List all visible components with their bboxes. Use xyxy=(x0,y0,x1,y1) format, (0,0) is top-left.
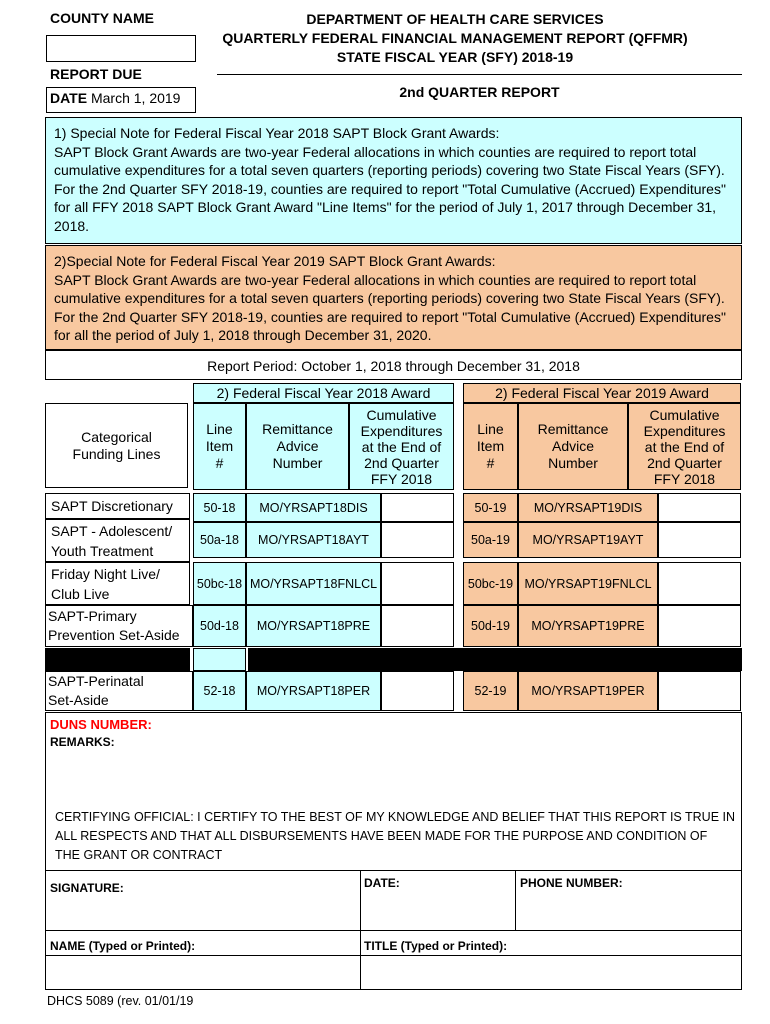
remittance-50a-18: MO/YRSAPT18AYT xyxy=(246,522,381,558)
duns-label: DUNS NUMBER: xyxy=(50,717,152,732)
amount-input-50bc-18[interactable] xyxy=(381,562,454,605)
remittance-50bc-18: MO/YRSAPT18FNLCL xyxy=(246,562,381,605)
line-item-50bc-18: 50bc-18 xyxy=(193,562,246,605)
line-item-50a-19: 50a-19 xyxy=(463,522,518,558)
amount-input-50bc-19[interactable] xyxy=(658,562,741,605)
row-label-perinatal: SAPT-Perinatal Set-Aside xyxy=(45,671,193,711)
remittance-50a-19: MO/YRSAPT19AYT xyxy=(518,522,658,558)
amount-input-52-19[interactable] xyxy=(658,671,741,711)
signature-label: SIGNATURE: xyxy=(50,881,124,895)
phone-label: PHONE NUMBER: xyxy=(520,876,623,890)
award-2018-header: 2) Federal Fiscal Year 2018 Award xyxy=(193,383,454,403)
report-period: Report Period: October 1, 2018 through December 31, 2018 xyxy=(45,350,742,380)
award-2019-header: 2) Federal Fiscal Year 2019 Award xyxy=(463,383,741,403)
amount-input-50-19[interactable] xyxy=(658,493,741,522)
row-label-friday-night-live: Friday Night Live/ Club Live xyxy=(45,562,190,605)
amount-input-50a-19[interactable] xyxy=(658,522,741,558)
report-due-label: REPORT DUE xyxy=(50,66,142,82)
county-name-label: COUNTY NAME xyxy=(50,10,154,26)
date-sign-label: DATE: xyxy=(364,876,400,890)
note-ffy2018: 1) Special Note for Federal Fiscal Year 2018 SAPT Block Grant Awards: SAPT Block Grant Awards are two-year Federal allocations in which counties are required to report total cumulative expenditures for a total seven quarters (reporting periods) covering two State Fiscal Years (SFY). For the 2nd Quarter SFY 2018-19, counties are required to report "Total Cumulative (Accrued) Expenditures" for all FFY 2018 SAPT Block Grant Award "Line Items" for the period of July 1, 2017 through December 31, 2018. xyxy=(45,117,742,244)
name-label: NAME (Typed or Printed): xyxy=(50,939,196,953)
quarter-title: 2nd QUARTER REPORT xyxy=(399,84,560,100)
date-label: DATE xyxy=(50,90,88,106)
black-bar xyxy=(45,648,190,671)
certify-statement: CERTIFYING OFFICIAL: I CERTIFY TO THE BEST OF MY KNOWLEDGE AND BELIEF THAT THIS REPORT IS TRUE IN ALL RESPECTS AND THAT ALL DISBURSEMENTS HAVE BEEN MADE FOR THE PURPOSE AND CONDITION OF THE GRANT OR CONTRACT xyxy=(55,810,736,862)
remittance-50bc-19: MO/YRSAPT19FNLCL xyxy=(518,562,658,605)
categorical-header: Categorical Funding Lines xyxy=(45,403,188,488)
black-bar xyxy=(463,648,742,671)
remittance-header-2018: Remittance Advice Number xyxy=(246,403,349,490)
row-label-primary-prevention: SAPT-Primary Prevention Set-Aside xyxy=(45,605,193,647)
remittance-50d-18: MO/YRSAPT18PRE xyxy=(246,605,381,647)
amount-input-50d-18[interactable] xyxy=(381,605,454,647)
line-item-header-2019: Line Item # xyxy=(463,403,518,490)
line-item-50-18: 50-18 xyxy=(193,493,246,522)
form-id: DHCS 5089 (rev. 01/01/19 xyxy=(47,994,194,1008)
remittance-52-18: MO/YRSAPT18PER xyxy=(246,671,381,711)
line-item-52-19: 52-19 xyxy=(463,671,518,711)
amount-input-50-18[interactable] xyxy=(381,493,454,522)
remittance-50d-19: MO/YRSAPT19PRE xyxy=(518,605,658,647)
line-item-50-19: 50-19 xyxy=(463,493,518,522)
cumulative-header-2018: Cumulative Expenditures at the End of 2nd Quarter FFY 2018 xyxy=(349,403,454,490)
department-title: DEPARTMENT OF HEALTH CARE SERVICES xyxy=(306,11,604,27)
remittance-header-2019: Remittance Advice Number xyxy=(518,403,628,490)
amount-input-52-18[interactable] xyxy=(381,671,454,711)
line-item-50d-18: 50d-18 xyxy=(193,605,246,647)
header-rule xyxy=(217,74,742,75)
sfy-title: STATE FISCAL YEAR (SFY) 2018-19 xyxy=(336,49,574,65)
row-label-discretionary: SAPT Discretionary xyxy=(45,493,190,519)
black-bar xyxy=(248,648,464,671)
divider xyxy=(360,870,361,930)
county-name-field[interactable] xyxy=(46,35,196,62)
remittance-52-19: MO/YRSAPT19PER xyxy=(518,671,658,711)
remittance-50-18: MO/YRSAPT18DIS xyxy=(246,493,381,522)
line-item-52-18: 52-18 xyxy=(193,671,246,711)
remittance-50-19: MO/YRSAPT19DIS xyxy=(518,493,658,522)
date-field xyxy=(46,87,196,113)
remarks-field[interactable] xyxy=(47,752,739,800)
amount-input-50a-18[interactable] xyxy=(381,522,454,558)
divider xyxy=(45,930,742,931)
divider xyxy=(45,870,742,871)
report-title: QUARTERLY FEDERAL FINANCIAL MANAGEMENT REPORT (QFFMR) xyxy=(222,30,688,46)
row-label-adolescent: SAPT - Adolescent/ Youth Treatment xyxy=(45,519,190,562)
page-title xyxy=(200,10,710,67)
note-ffy2019: 2)Special Note for Federal Fiscal Year 2019 SAPT Block Grant Awards: SAPT Block Grant Awards are two-year Federal allocations in which counties are required to report total cumulative expenditures for a total seven quarters (reporting periods) covering two State Fiscal Years (SFY). For the 2nd Quarter SFY 2018-19, counties are required to report "Total Cumulative (Accrued) Expenditures" for all the period of July 1, 2018 through December 31, 2020. xyxy=(45,245,742,350)
line-item-50a-18: 50a-18 xyxy=(193,522,246,558)
divider xyxy=(515,870,516,930)
date-value: March 1, 2019 xyxy=(90,90,181,106)
line-item-50d-19: 50d-19 xyxy=(463,605,518,647)
divider xyxy=(360,930,361,990)
cyan-spacer xyxy=(193,648,246,671)
line-item-50bc-19: 50bc-19 xyxy=(463,562,518,605)
title-label: TITLE (Typed or Printed): xyxy=(364,939,508,953)
divider xyxy=(45,955,742,956)
amount-input-50d-19[interactable] xyxy=(658,605,741,647)
remarks-label: REMARKS: xyxy=(50,735,115,749)
cumulative-header-2019: Cumulative Expenditures at the End of 2nd Quarter FFY 2018 xyxy=(628,403,741,490)
line-item-header-2018: Line Item # xyxy=(193,403,246,490)
